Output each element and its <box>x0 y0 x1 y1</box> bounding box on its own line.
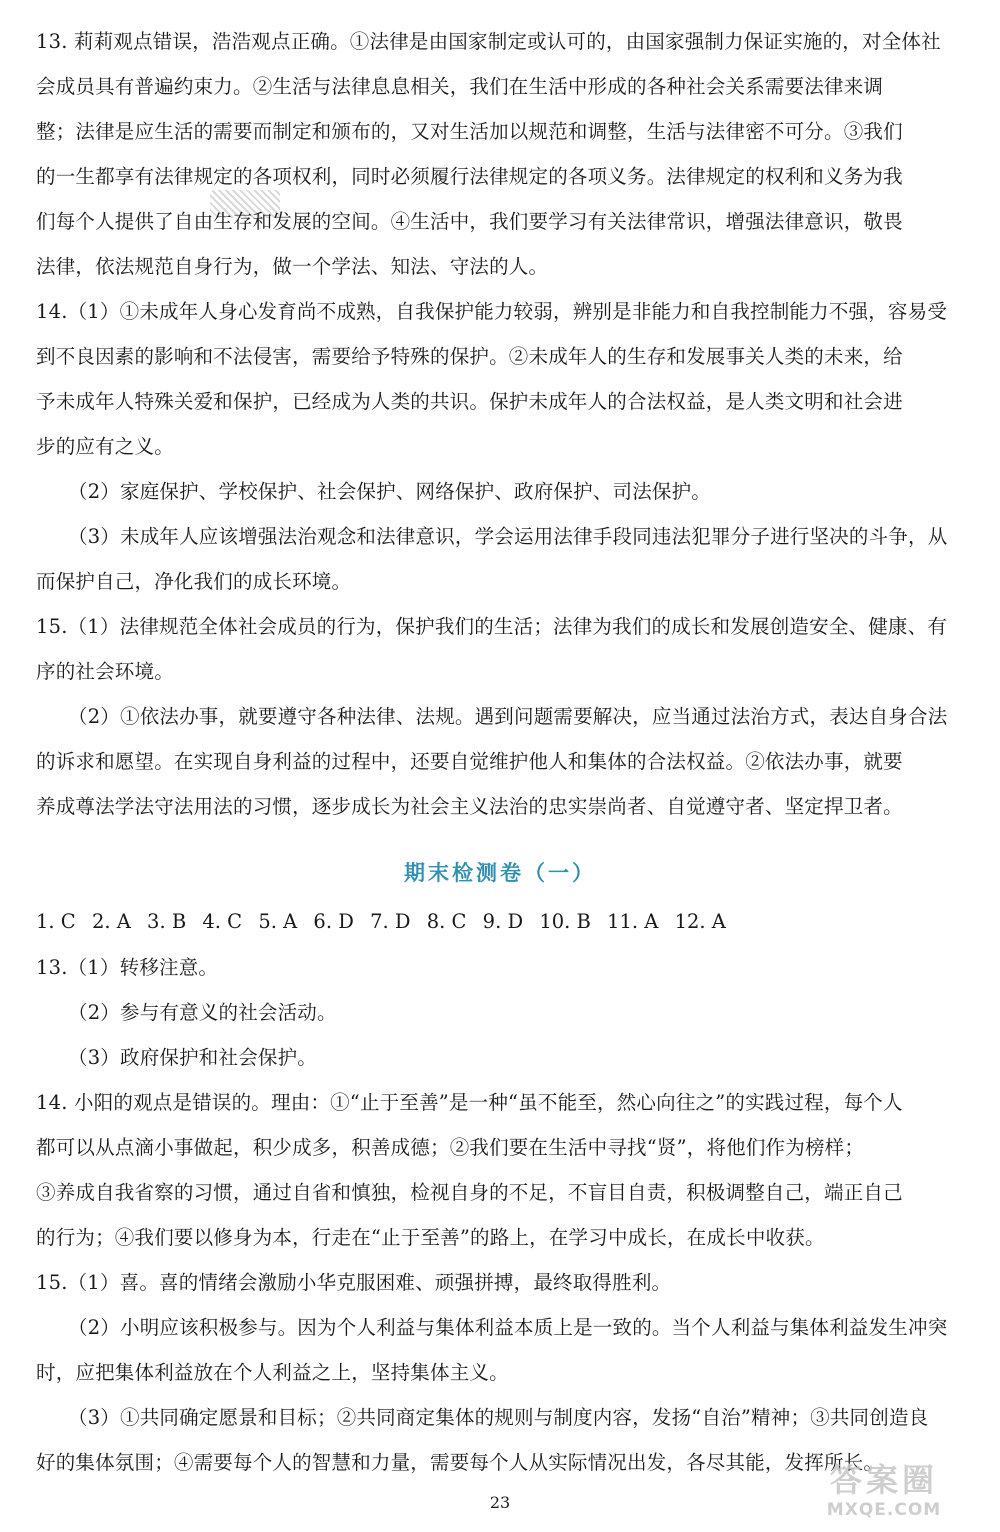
mcq-answer: 7. D <box>370 910 411 933</box>
exam-q14-line-4: 的行为；④我们要以修身为本，行走在“止于至善”的路上，在学习中成长，在成长中收获。 <box>36 1226 825 1249</box>
mcq-answer: 10. B <box>539 910 591 933</box>
q13-line-6: 法律，依法规范自身行为，做一个学法、知法、守法的人。 <box>36 255 549 278</box>
mcq-answers <box>36 908 966 936</box>
mcq-answer: 2. A <box>91 910 131 933</box>
exam-q15-part3-line-2: 好的集体氛围；④需要每个人的智慧和力量，需要每个人从实际情况出发，各尽其能，发挥所长。 <box>36 1451 884 1474</box>
q13-line-1: 13. 莉莉观点错误，浩浩观点正确。①法律是由国家制定或认可的，由国家强制力保证实施的，对全体社 <box>36 30 941 53</box>
q13-line-3: 整；法律是应生活的需要而制定和颁布的，又对生活加以规范和调整，生活与法律密不可分。③我们 <box>36 120 903 143</box>
exam-q14-line-1: 14. 小阳的观点是错误的。理由：①“止于至善”是一种“虽不能至，然心向往之”的实践过程，每个人 <box>36 1091 903 1114</box>
q15-part2-line-1: （2）①依法办事，就要遵守各种法律、法规。遇到问题需要解决，应当通过法治方式，表达自身合法 <box>68 705 948 728</box>
mcq-answer: 12. A <box>674 910 726 933</box>
q14-line-4: 步的应有之义。 <box>36 435 174 458</box>
q15-part2-line-2: 的诉求和愿望。在实现自身利益的过程中，还要自觉维护他人和集体的合法权益。②依法办事，就要 <box>36 750 903 773</box>
exam-q13-part3: （3）政府保护和社会保护。 <box>68 1046 318 1069</box>
q14-line-1: 14.（1）①未成年人身心发育尚不成熟，自我保护能力较弱，辨别是非能力和自我控制能力不强，容易受 <box>36 300 948 323</box>
mcq-answer: 11. A <box>607 910 659 933</box>
q14-line-3: 予未成年人特殊关爱和保护，已经成为人类的共识。保护未成年人的合法权益，是人类文明和社会进 <box>36 390 903 413</box>
exam-q14-line-3: ③养成自我省察的习惯，通过自省和慎独，检视自身的不足，不盲目自责，积极调整自己，端正自己 <box>36 1181 903 1204</box>
q13-line-2: 会成员具有普遍约束力。②生活与法律息息相关，我们在生活中形成的各种社会关系需要法律来调 <box>36 75 884 98</box>
section-title: 期末检测卷（一） <box>404 860 596 885</box>
q15-line-1: 15.（1）法律规范全体社会成员的行为，保护我们的生活；法律为我们的成长和发展创造安全、健康、有 <box>36 615 948 638</box>
q14-line-2: 到不良因素的影响和不法侵害，需要给予特殊的保护。②未成年人的生存和发展事关人类的未来，给 <box>36 345 903 368</box>
page-number: 23 <box>489 1493 511 1512</box>
mcq-answer: 3. B <box>147 910 187 933</box>
mcq-answer: 9. D <box>482 910 524 933</box>
exam-q15-part2-line-2: 时，应把集体利益放在个人利益之上，坚持集体主义。 <box>36 1361 509 1384</box>
q14-part2: （2）家庭保护、学校保护、社会保护、网络保护、政府保护、司法保护。 <box>68 480 712 503</box>
mcq-answer: 1. C <box>36 910 76 933</box>
exam-q13-part2: （2）参与有意义的社会活动。 <box>68 1001 337 1024</box>
watermark <box>784 1460 984 1524</box>
mcq-answer: 4. C <box>202 910 243 933</box>
q13-line-5: 们每个人提供了自由生存和发展的空间。④生活中，我们要学习有关法律常识，增强法律意识，敬畏 <box>36 210 903 233</box>
mcq-answer: 5. A <box>258 910 298 933</box>
mcq-answer: 6. D <box>313 910 354 933</box>
q14-part3-line-2: 而保护自己，净化我们的成长环境。 <box>36 570 352 593</box>
exam-q15-part2-line-1: （2）小明应该积极参与。因为个人利益与集体利益本质上是一致的。当个人利益与集体利益发生冲突 <box>68 1316 948 1339</box>
q13-line-4: 的一生都享有法律规定的各项权利，同时必须履行法律规定的各项义务。法律规定的权利和义务为我 <box>36 165 903 188</box>
watermark-url: MXQE.COM <box>826 1500 942 1520</box>
q14-part3-line-1: （3）未成年人应该增强法治观念和法律意识，学会运用法律手段同违法犯罪分子进行坚决的斗争，从 <box>68 525 948 548</box>
watermark-logo: 答案圈 <box>829 1461 938 1499</box>
exam-q13-part1: 13.（1）转移注意。 <box>36 956 219 979</box>
exam-q14-line-2: 都可以从点滴小事做起，积少成多，积善成德；②我们要在生活中寻找“贤”，将他们作为榜样； <box>36 1136 865 1159</box>
q15-line-2: 序的社会环境。 <box>36 660 174 683</box>
exam-q15-part1: 15.（1）喜。喜的情绪会激励小华克服困难、顽强拼搏，最终取得胜利。 <box>36 1271 672 1294</box>
exam-q15-part3-line-1: （3）①共同确定愿景和目标；②共同商定集体的规则与制度内容，发扬“自治”精神；③共同创造良 <box>68 1406 929 1429</box>
mcq-answer: 8. C <box>426 910 467 933</box>
q15-part2-line-3: 养成尊法学法守法用法的习惯，逐步成长为社会主义法治的忠实崇尚者、自觉遵守者、坚定捍卫者。 <box>36 795 903 818</box>
